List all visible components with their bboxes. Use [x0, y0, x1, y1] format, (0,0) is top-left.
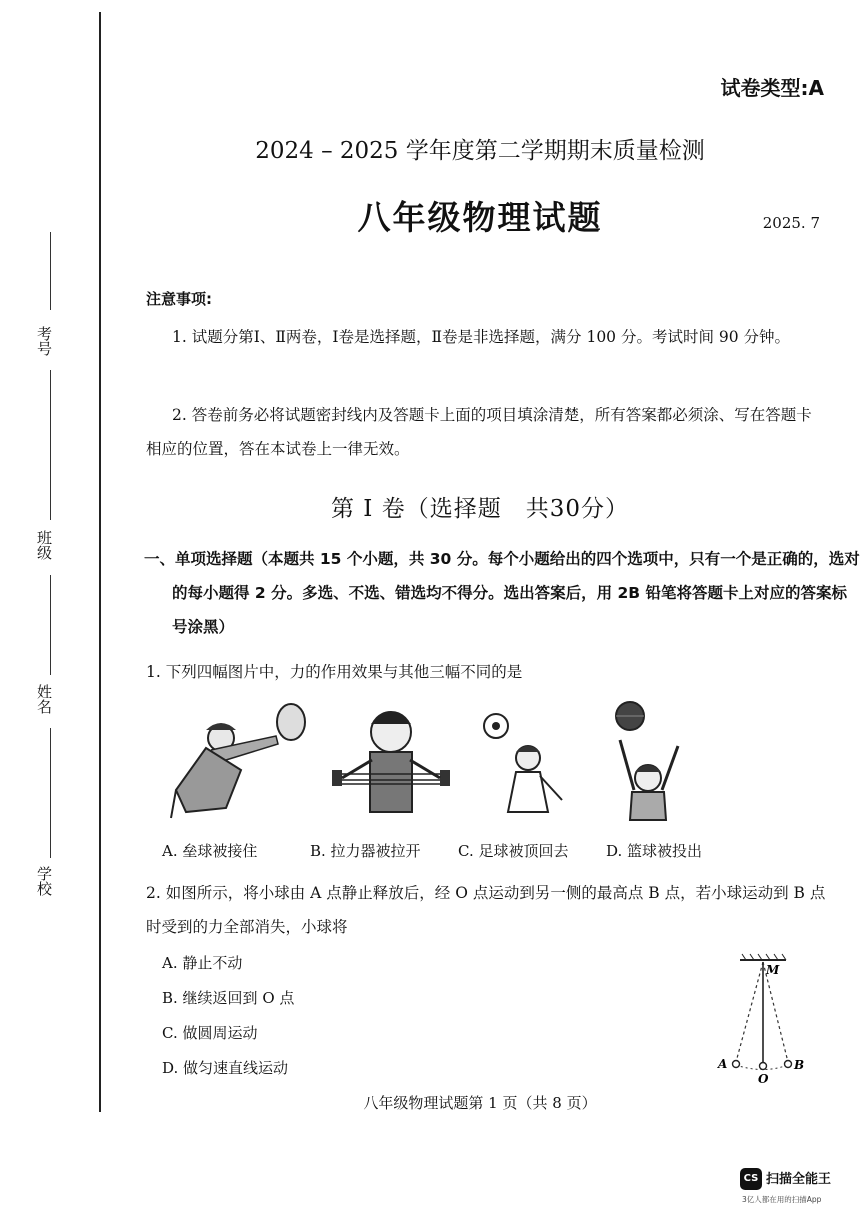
subject-title: 八年级物理试题: [357, 198, 603, 237]
notice-heading: 注意事项:: [146, 290, 212, 308]
q2-option-a: A. 静止不动: [162, 954, 243, 972]
pendulum-label-m: M: [766, 963, 780, 977]
notice-item-2: 2. 答卷前务必将试题密封线内及答题卡上面的项目填涂清楚，所有答案都必须涂、写在答题卡相应的位置，答在本试卷上一律无效。: [146, 406, 812, 458]
pendulum-label-a: A: [718, 1057, 728, 1071]
xingming-blank: [50, 728, 51, 858]
q2-option-b: B. 继续返回到 O 点: [162, 989, 295, 1007]
pendulum-label-o: O: [758, 1072, 769, 1085]
q1-option-c: C. 足球被顶回去: [458, 842, 569, 860]
q1-option-b: B. 拉力器被拉开: [310, 842, 421, 860]
q2-option-d: D. 做匀速直线运动: [162, 1059, 289, 1077]
part-one-instructions: 一、单项选择题（本题共 15 个小题，共 30 分。每个小题给出的四个选项中，只有一个是正确的，选对的每小题得 2 分。多选、不选、错选均不得分。选出答案后，用 2B 铅笔将答题卡上对应的答案标号涂黑）: [144, 550, 860, 636]
q1-option-a: A. 垒球被接住: [162, 842, 258, 860]
paper-type: 试卷类型:A: [720, 76, 824, 100]
kaohao-blank: [50, 232, 51, 310]
xingming-label: 姓名: [35, 684, 53, 714]
kaohao-label: 考号: [35, 326, 53, 356]
banji-blank: [50, 370, 51, 520]
banji-label: 班级: [35, 530, 53, 560]
camscanner-name: 扫描全能王: [766, 1172, 832, 1187]
q2-option-c: C. 做圆周运动: [162, 1024, 258, 1042]
xingming-blank-top: [50, 575, 51, 675]
section-title: 第 Ⅰ 卷（选择题 共30分）: [331, 496, 629, 522]
q2-stem: 2. 如图所示，将小球由 A 点静止释放后，经 O 点运动到另一侧的最高点 B 点，若小球运动到 B 点时受到的力全部消失，小球将: [146, 884, 826, 936]
softball-catch-figure: [166, 700, 314, 825]
binding-line: [99, 12, 101, 1112]
pendulum-label-b: B: [794, 1058, 805, 1072]
exam-title: 2024 – 2025 学年度第二学期期末质量检测: [255, 138, 705, 164]
q1-stem: 1. 下列四幅图片中，力的作用效果与其他三幅不同的是: [146, 663, 523, 681]
pendulum-figure: [706, 950, 826, 1085]
page-footer: 八年级物理试题第 1 页（共 8 页）: [363, 1094, 597, 1112]
chest-expander-figure: [326, 700, 456, 825]
basketball-shot-figure: [600, 700, 710, 825]
exam-date: 2025. 7: [762, 214, 820, 232]
football-header-figure: [478, 700, 578, 825]
q1-option-d: D. 篮球被投出: [606, 842, 703, 860]
notice-item-1: 1. 试题分第Ⅰ、Ⅱ两卷，Ⅰ卷是选择题，Ⅱ卷是非选择题，满分 100 分。考试时间 90 分钟。: [172, 328, 791, 346]
xuexiao-label: 学校: [35, 866, 53, 896]
camscanner-logo: CS: [740, 1168, 762, 1190]
camscanner-slogan: 3亿人都在用的扫描App: [742, 1195, 822, 1204]
